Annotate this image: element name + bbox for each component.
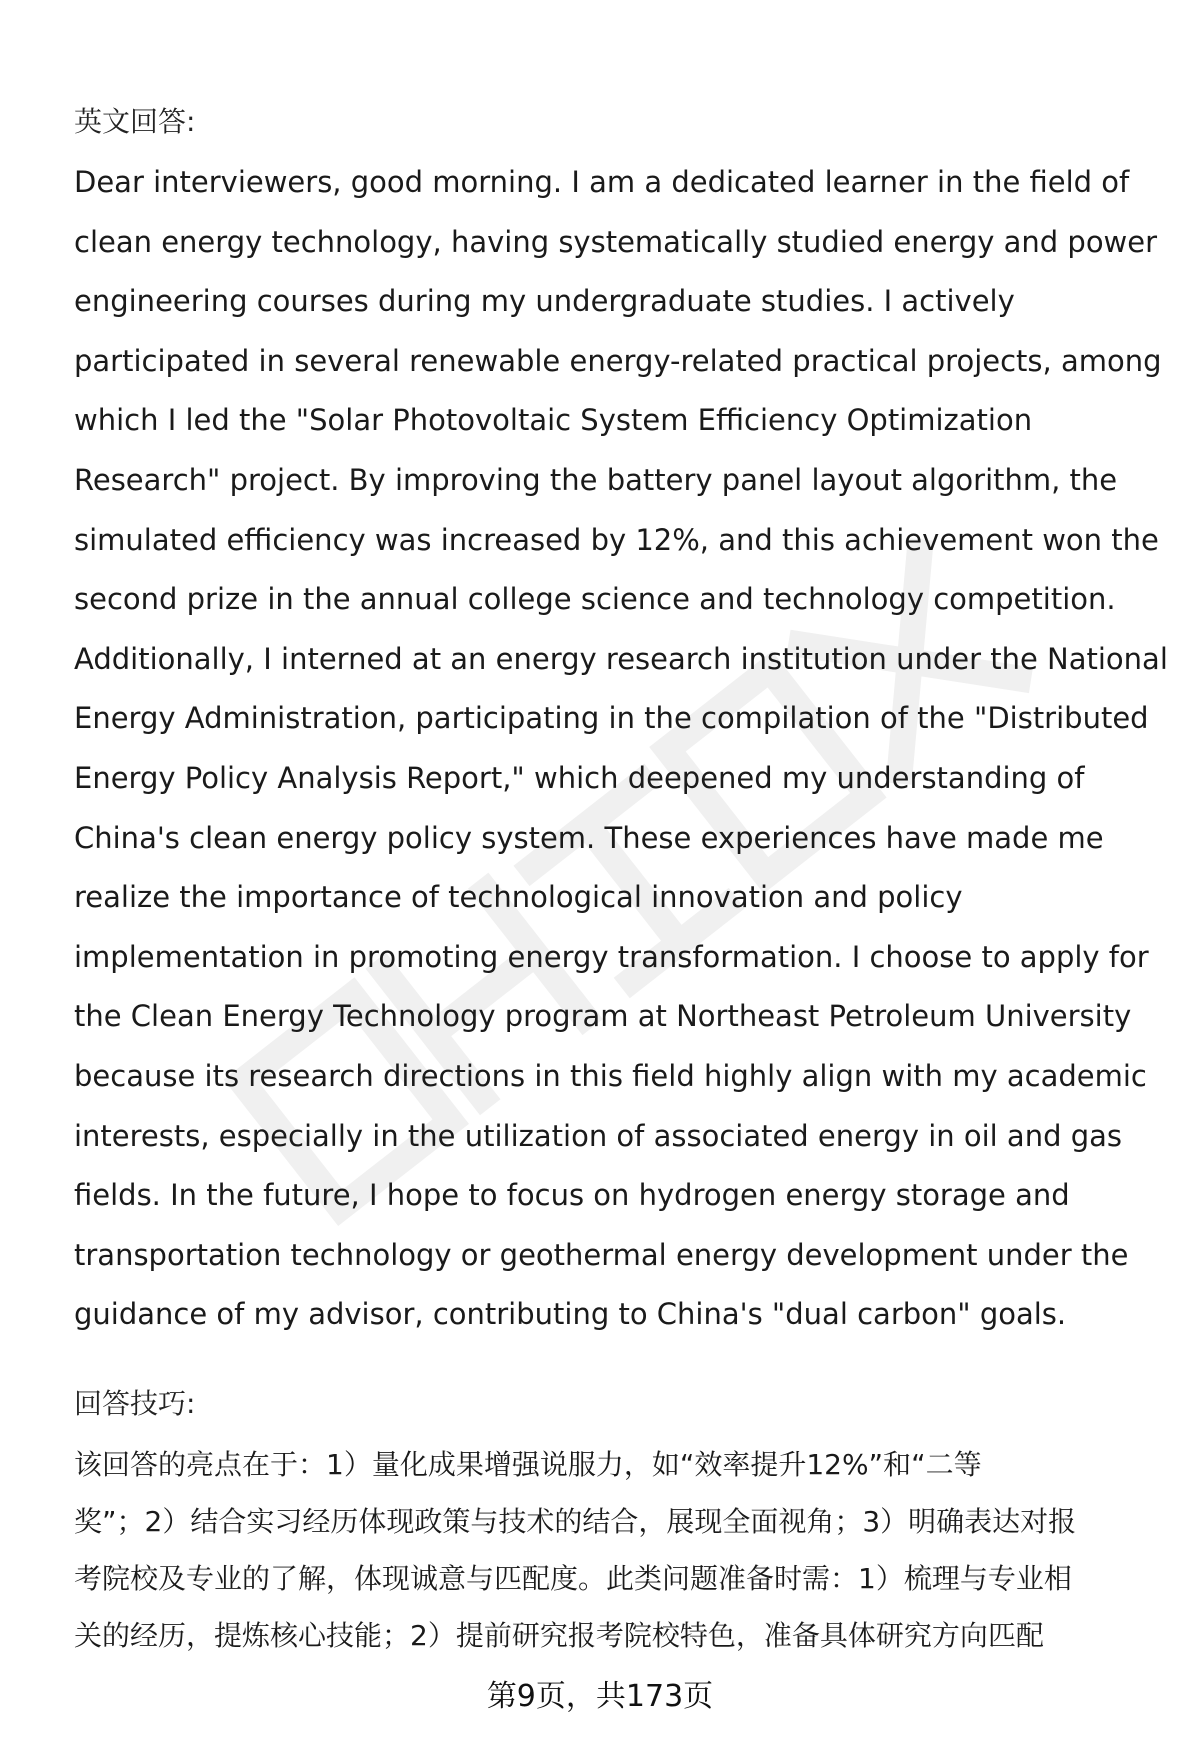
tips-line: 该回答的亮点在于：1）量化成果增强说服力，如“效率提升12%”和“二等 <box>74 1448 982 1481</box>
answer-line: implementation in promoting energy transformation. I choose to apply for <box>74 939 1149 974</box>
answer-line: simulated efficiency was increased by 12%, and this achievement won the <box>74 522 1159 557</box>
answer-line: realize the importance of technological innovation and policy <box>74 880 963 915</box>
answer-line: Additionally, I interned at an energy research institution under the National <box>74 641 1168 676</box>
tips-line: 考院校及专业的了解，体现诚意与匹配度。此类问题准备时需：1）梳理与专业相 <box>74 1562 1072 1595</box>
answer-line: the Clean Energy Technology program at Northeast Petroleum University <box>74 999 1132 1034</box>
answer-line: Research" project. By improving the battery panel layout algorithm, the <box>74 462 1118 497</box>
answer-line: Dear interviewers, good morning. I am a dedicated learner in the field of <box>74 165 1130 199</box>
page-number-footer: 第9页，共173页 <box>486 1679 714 1714</box>
tips-line: 奖”；2）结合实习经历体现政策与技术的结合，展现全面视角；3）明确表达对报 <box>74 1505 1077 1538</box>
answer-line: because its research directions in this field highly align with my academic <box>74 1058 1147 1093</box>
english-answer-heading: 英文回答: <box>74 105 196 138</box>
answer-line: transportation technology or geothermal energy development under the <box>74 1237 1129 1272</box>
answer-line: guidance of my advisor, contributing to China's "dual carbon" goals. <box>74 1297 1067 1332</box>
answer-line: fields. In the future, I hope to focus on hydrogen energy storage and <box>74 1178 1070 1213</box>
answer-line: second prize in the annual college science and technology competition. <box>74 582 1116 617</box>
answer-line: engineering courses during my undergraduate studies. I actively <box>74 284 1015 319</box>
answer-line: interests, especially in the utilization of associated energy in oil and gas <box>74 1118 1122 1153</box>
english-answer-paragraph <box>74 153 1168 1345</box>
answer-line: clean energy technology, having systematically studied energy and power <box>74 224 1158 259</box>
answer-line: participated in several renewable energy-related practical projects, among <box>74 343 1162 378</box>
answer-line: which I led the "Solar Photovoltaic System Efficiency Optimization <box>74 403 1033 438</box>
tips-line: 关的经历，提炼核心技能；2）提前研究报考院校特色，准备具体研究方向匹配 <box>74 1619 1044 1652</box>
answer-line: China's clean energy policy system. These experiences have made me <box>74 820 1104 855</box>
answer-line: Energy Administration, participating in the compilation of the "Distributed <box>74 701 1149 736</box>
answer-line: Energy Policy Analysis Report," which deepened my understanding of <box>74 760 1085 795</box>
answer-tips-paragraph <box>74 1436 1164 1664</box>
answer-tips-heading: 回答技巧: <box>74 1387 196 1420</box>
